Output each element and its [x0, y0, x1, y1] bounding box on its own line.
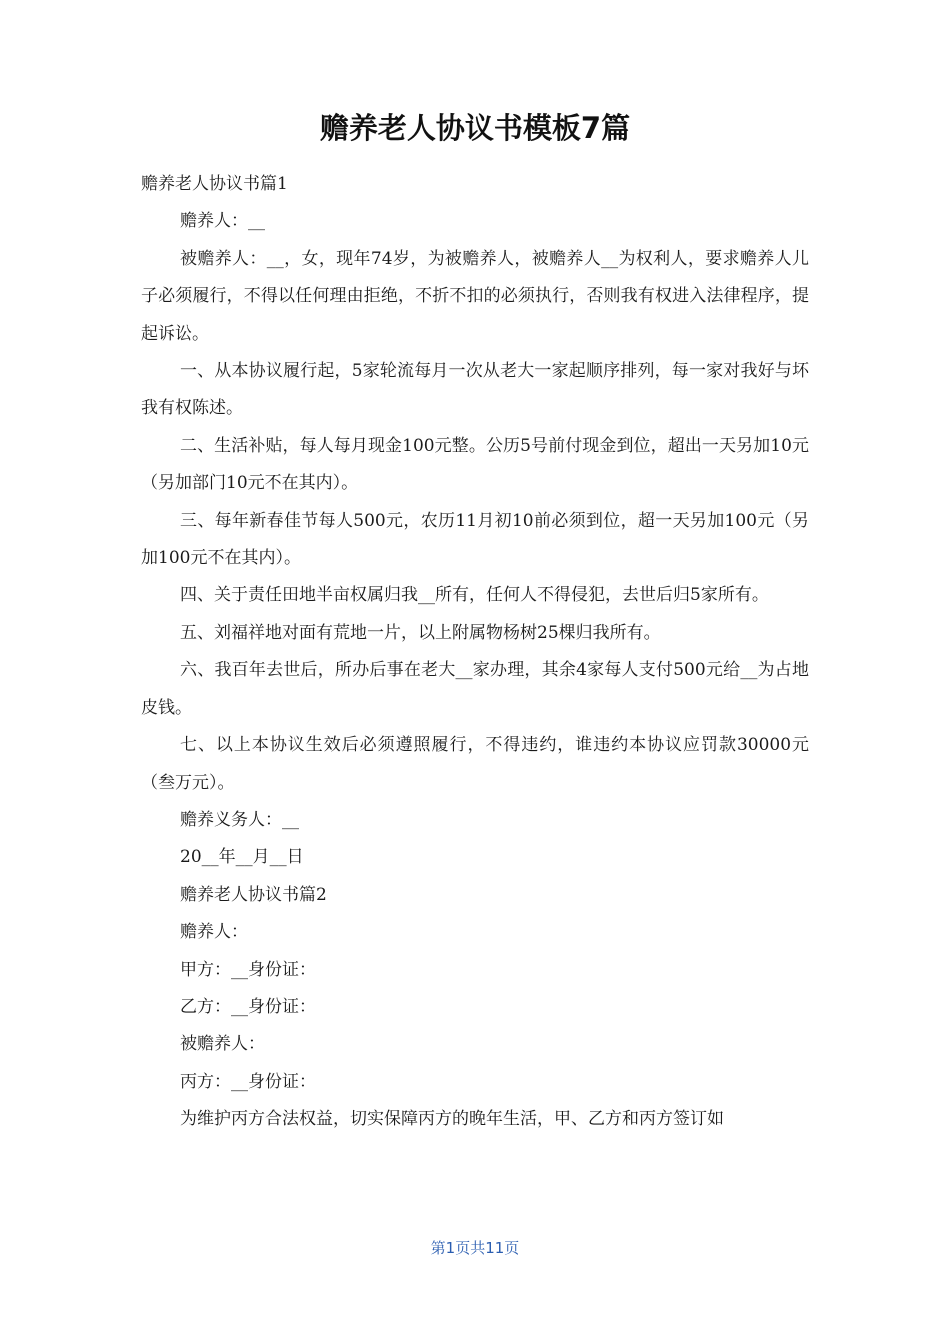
document-body: [141, 166, 809, 1139]
paragraph-supporter: 赡养人：__: [180, 211, 265, 232]
paragraph-clause-7: 七、以上本协议生效后必须遵照履行，不得违约，谁违约本协议应罚款30000元（叁万元）。: [141, 735, 809, 793]
paragraph-supported-label: 被赡养人：: [180, 1034, 265, 1055]
paragraph-date: 20__年__月__日: [180, 847, 304, 868]
document-title: 赡养老人协议书模板7篇: [319, 111, 631, 145]
paragraph-clause-6: 六、我百年去世后，所办后事在老大__家办理，其余4家每人支付500元给__为占地皮钱。: [141, 660, 809, 718]
paragraph-clause-4: 四、关于责任田地半亩权属归我__所有，任何人不得侵犯，去世后归5家所有。: [180, 585, 769, 606]
paragraph-clause-2: 二、生活补贴，每人每月现金100元整。公历5号前付现金到位，超出一天另加10元（另加部门10元不在其内）。: [141, 435, 809, 494]
paragraph-clause-1: 一、从本协议履行起，5家轮流每月一次从老大一家起顺序排列，每一家对我好与坏我有权陈述。: [141, 361, 809, 419]
paragraph-clause-5: 五、刘福祥地对面有荒地一片，以上附属物杨树25棵归我所有。: [180, 622, 661, 643]
section-heading-2: 赡养老人协议书篇2: [180, 884, 327, 905]
paragraph-party-a: 甲方：__身份证：: [180, 959, 316, 980]
paragraph-supporters-label: 赡养人：: [180, 922, 248, 943]
paragraph-clause-3: 三、每年新春佳节每人500元，农历11月初10前必须到位，超一天另加100元（另加100元不在其内）。: [141, 510, 809, 569]
paragraph-party-b: 乙方：__身份证：: [180, 996, 316, 1017]
section-heading-1: 赡养老人协议书篇1: [141, 174, 288, 194]
page-number-footer: 第1页共11页: [430, 1239, 520, 1257]
paragraph-obligor: 赡养义务人：__: [180, 809, 299, 830]
paragraph-preamble: 为维护丙方合法权益，切实保障丙方的晚年生活，甲、乙方和丙方签订如: [180, 1109, 724, 1130]
paragraph-party-c: 丙方：__身份证：: [180, 1071, 316, 1092]
paragraph-supported-person: 被赡养人：__，女，现年74岁，为被赡养人，被赡养人__为权利人，要求赡养人儿子必须履行，不得以任何理由拒绝，不折不扣的必须执行，否则我有权进入法律程序，提起诉讼。: [141, 248, 809, 344]
